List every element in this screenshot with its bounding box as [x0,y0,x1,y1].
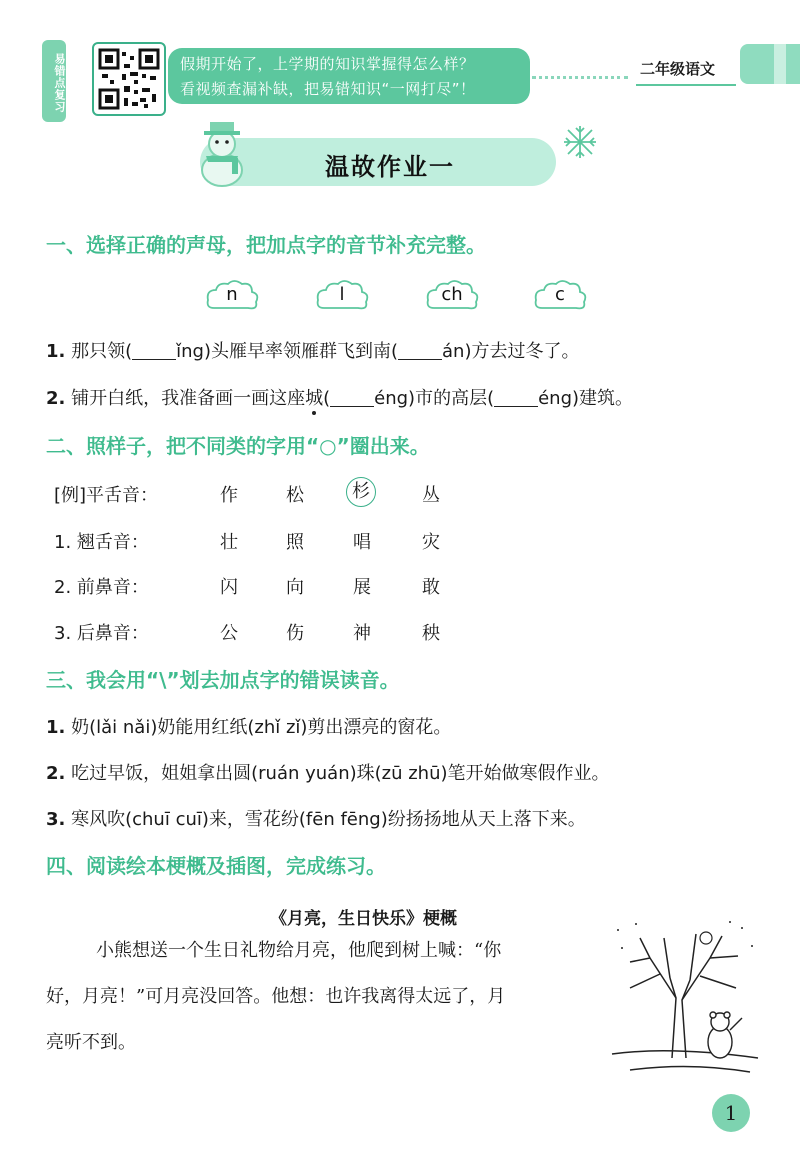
header-rule [636,84,736,86]
section-3-heading: 三、我会用“\”划去加点字的错误读音。 [46,668,400,692]
s3-question-2 [46,759,610,785]
char-option[interactable]: 松 [286,485,304,506]
char-option[interactable]: 公 [220,623,238,644]
char-option-circled[interactable]: 杉 [346,477,376,507]
qr-code-icon[interactable] [92,42,166,116]
s3-q3-text[interactable]: 寒风吹(chuī cuī)来，雪花纷(fēn fēng)纷扬扬地从天上落下来。 [71,809,586,830]
dotted-char: 城 [305,388,324,409]
q2-text-b: ( [323,388,331,409]
option-n: n [226,284,238,305]
q1-text-b: ǐng)头雁早率领雁群飞到南( [176,341,399,362]
char-option[interactable]: 向 [286,577,304,598]
snowflake-icon [562,124,598,160]
row-label: [例]平舌音： [54,485,159,506]
char-option[interactable]: 壮 [220,532,238,553]
question-number: 3. [46,809,66,830]
char-option[interactable]: 敢 [422,577,440,598]
answer-blank[interactable] [330,388,374,407]
s3-question-1 [46,713,451,739]
dotted-divider [532,76,628,79]
s3-q2-text[interactable]: 吃过早饭，姐姐拿出圆(ruán yuán)珠(zū zhū)笔开始做寒假作业。 [71,763,610,784]
story-line-3: 亮听不到。 [46,1032,136,1053]
answer-blank[interactable] [398,341,442,360]
q2-text-a: 铺开白纸，我准备画一画这座 [71,388,306,409]
answer-blank[interactable] [132,341,176,360]
s3-question-3 [46,805,586,831]
option-l: l [339,284,345,305]
char-option[interactable]: 神 [353,623,371,644]
option-c: c [555,284,565,305]
option-ch: ch [441,284,463,305]
char-option[interactable]: 灾 [422,532,440,553]
char-option[interactable]: 唱 [353,532,371,553]
char-option[interactable]: 照 [286,532,304,553]
grade-label: 二年级语文 [640,60,716,78]
question-number: 2. [46,763,66,784]
row-label: 2. 前鼻音： [54,577,149,598]
s1-question-1 [46,337,580,363]
char-option[interactable]: 作 [220,485,238,506]
question-number: 1. [46,341,66,362]
section-4-heading: 四、阅读绘本梗概及插图，完成练习。 [46,854,386,878]
banner-line-1: 假期开始了，上学期的知识掌握得怎么样？ [180,55,475,73]
page-edge-tab [740,44,800,84]
s1-question-2 [46,384,633,410]
section-2-heading: 二、照样子，把不同类的字用“○”圈出来。 [46,434,430,458]
char-option[interactable]: 丛 [422,485,440,506]
tree-bear-illustration [610,918,760,1078]
char-option[interactable]: 秧 [422,623,440,644]
side-tab-label: 易错点复习 [42,40,66,122]
q2-text-c: éng)市的高层( [374,388,495,409]
story-line-2: 好，月亮！”可月亮没回答。他想：也许我离得太远了，月 [46,986,506,1007]
banner-line-2: 看视频查漏补缺，把易错知识“一网打尽”！ [180,80,476,98]
story-title: 《月亮，生日快乐》梗概 [270,909,457,929]
row-label: 3. 后鼻音： [54,623,149,644]
char-option[interactable]: 展 [353,577,371,598]
question-number: 1. [46,717,66,738]
page-title: 温故作业一 [325,153,455,181]
section-1-heading: 一、选择正确的声母，把加点字的音节补充完整。 [46,233,486,257]
char-option[interactable]: 闪 [220,577,238,598]
question-number: 2. [46,388,66,409]
snowman-icon [192,118,252,188]
char-option[interactable]: 伤 [286,623,304,644]
s3-q1-text[interactable]: 奶(lǎi nǎi)奶能用红纸(zhǐ zǐ)剪出漂亮的窗花。 [71,717,452,738]
answer-blank[interactable] [494,388,538,407]
q1-text-a: 那只领( [71,341,133,362]
q1-text-c: án)方去过冬了。 [442,341,580,362]
page-number: 1 [712,1094,750,1132]
q2-text-d: éng)建筑。 [538,388,634,409]
row-label: 1. 翘舌音： [54,532,149,553]
story-line-1: 小熊想送一个生日礼物给月亮，他爬到树上喊：“你 [96,940,502,961]
